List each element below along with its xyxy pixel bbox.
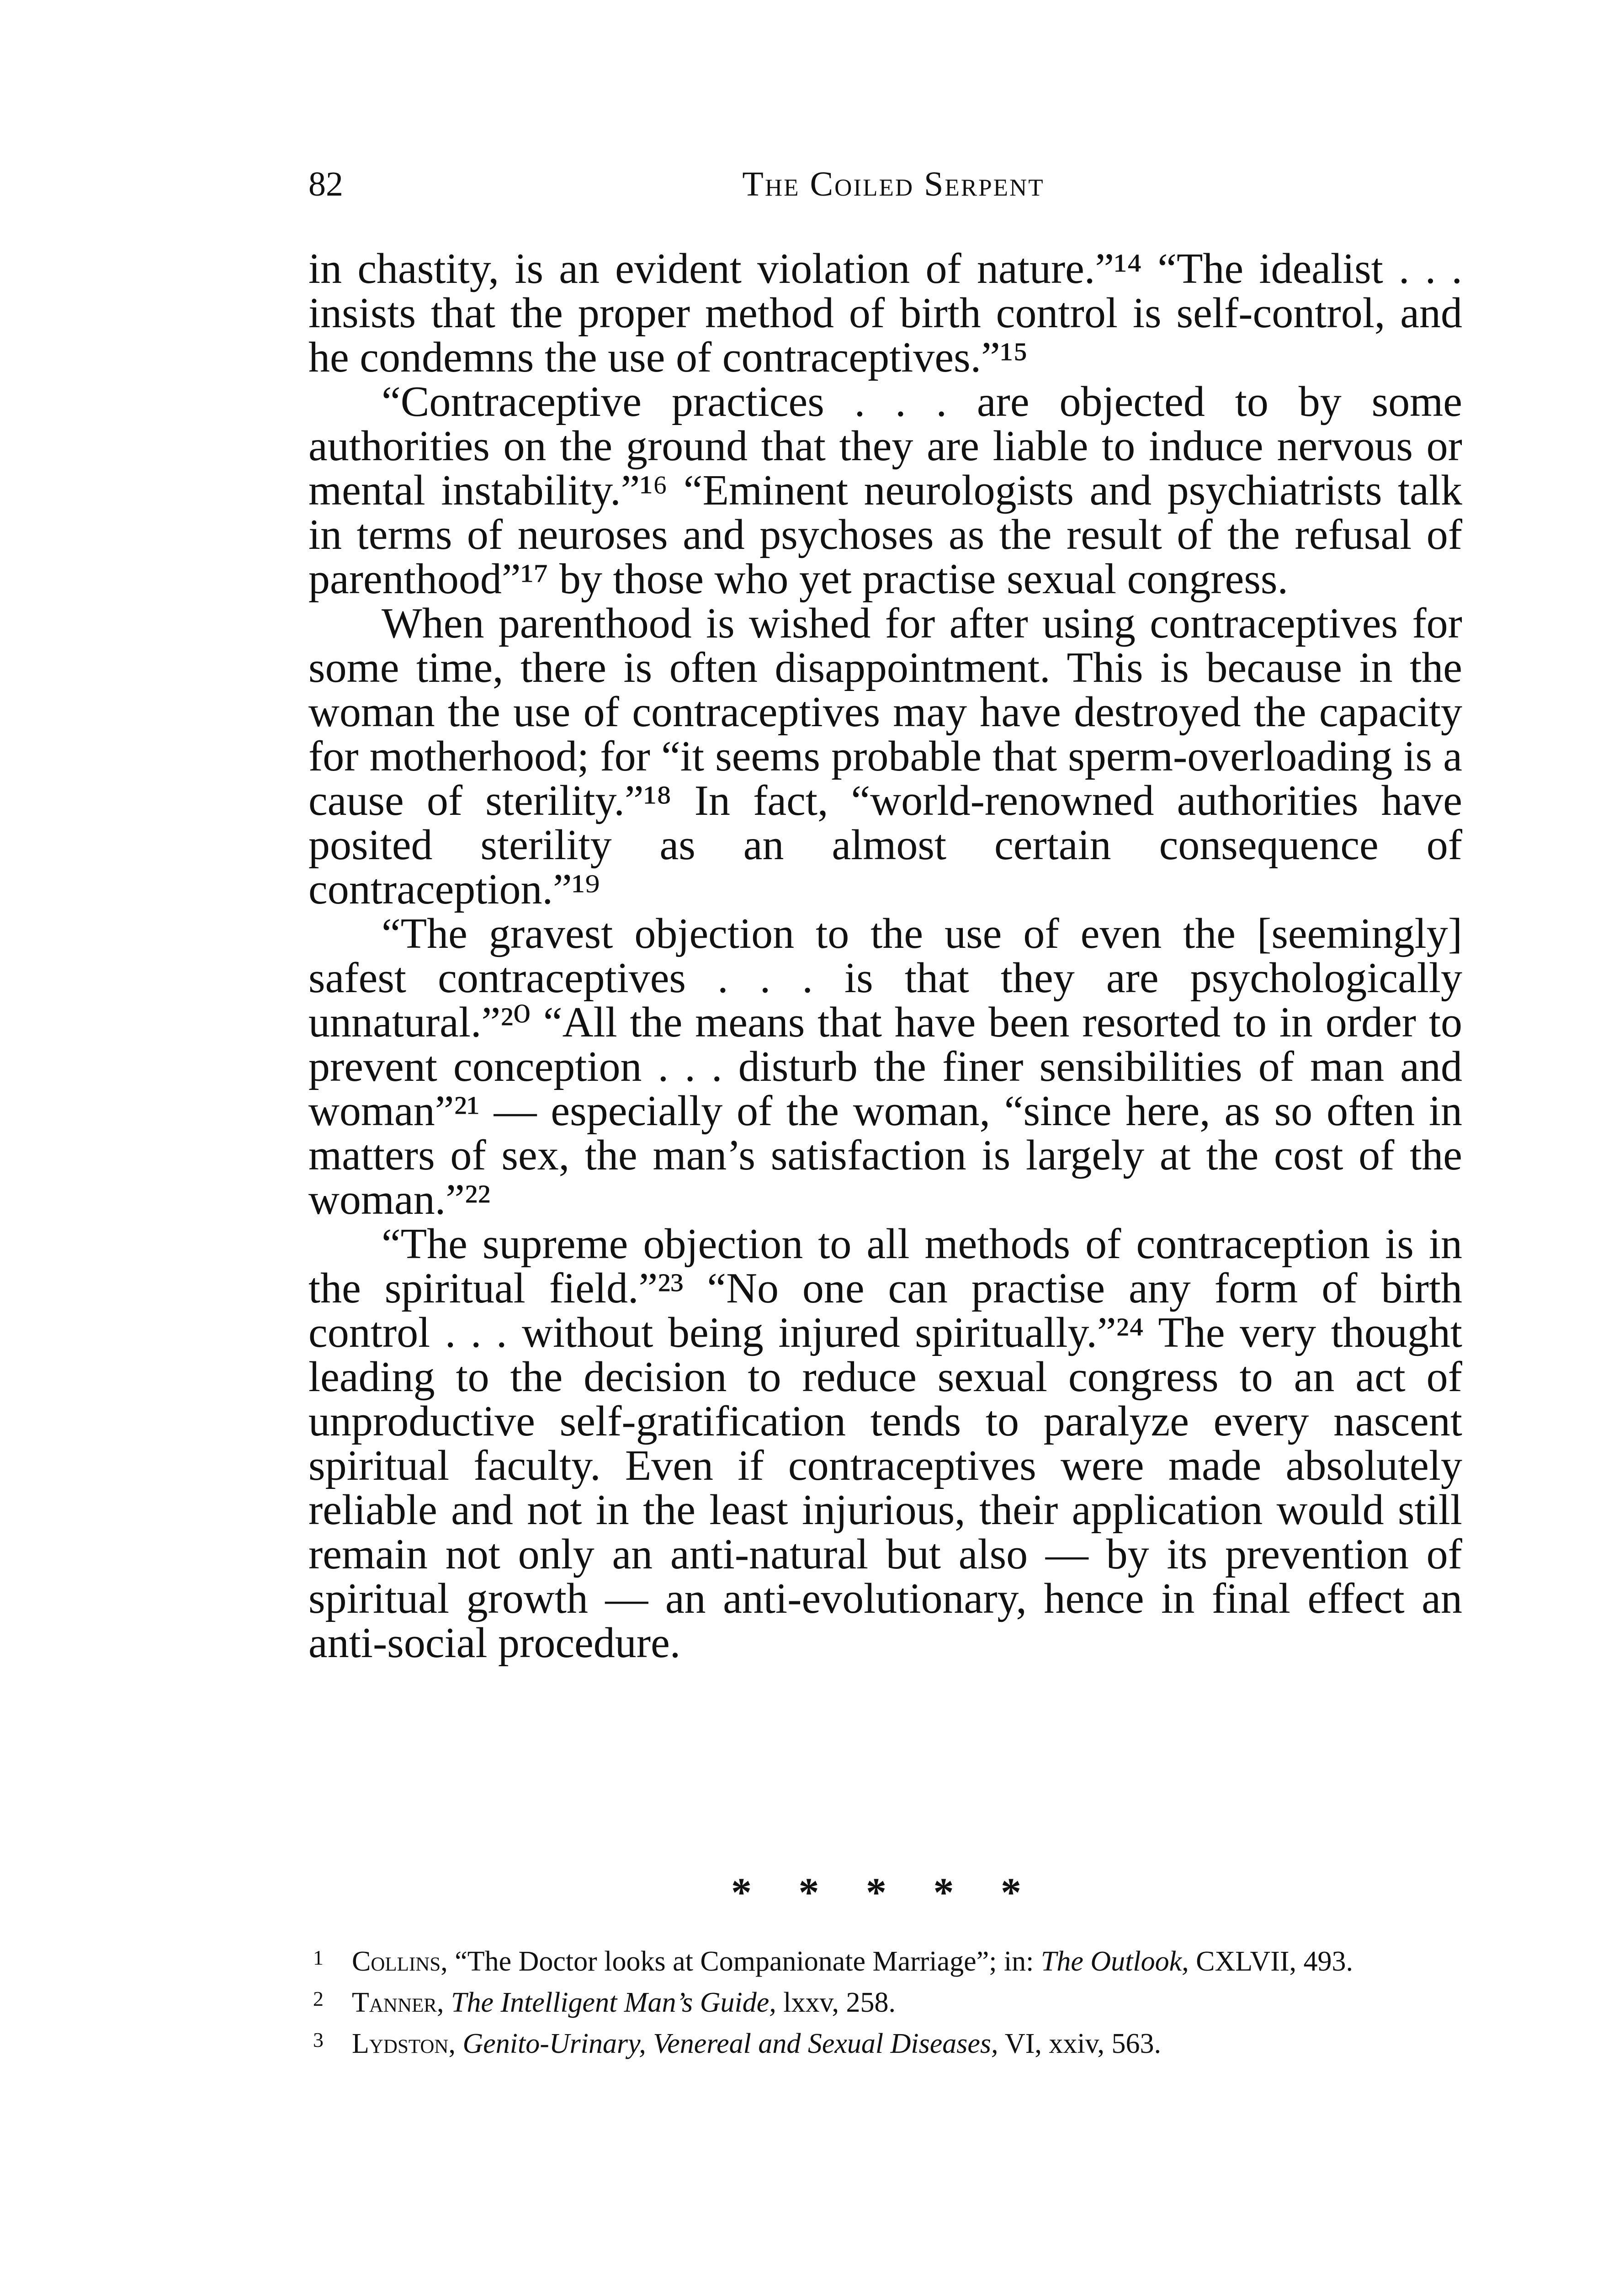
paragraph: in chastity, is an evident violation of nature.”¹⁴ “The idealist . . . insists that the proper method of birth control is self-control, and he condemns the use of contraceptives.”¹⁵ xyxy=(308,245,1462,381)
paragraph: “The supreme objection to all methods of contraception is in the spiritual field.”²³ “No one can practise any form of birth control . . . without being injured spiritually.”²⁴ The very thought leading to the decision to reduce sexual congress to an act of unproductive self-gratification tends to paralyze every nascent spiritual faculty. Even if contraceptives were made absolutely reliable and not in the least injurious, their application would still remain not only an anti-natural but also — by its prevention of spiritual growth — an anti-evolutionary, hence in final effect an anti-social procedure. xyxy=(308,1220,1462,1667)
footnote xyxy=(308,1983,1462,2022)
page-header xyxy=(308,165,1478,219)
footnote-text xyxy=(456,2028,463,2059)
running-title: The Coiled Serpent xyxy=(742,165,1045,203)
section-ornament: * * * * * xyxy=(731,1870,1040,1915)
footnote-author: Collins, xyxy=(352,1946,448,1977)
footnote-title: The Outlook, xyxy=(1040,1946,1189,1977)
footnote-text xyxy=(444,1987,451,2018)
footnote xyxy=(308,1942,1462,1981)
footnote-author: Tanner, xyxy=(352,1987,444,2018)
footnote-title: Genito-Urinary, Venereal and Sexual Diseases, xyxy=(462,2028,998,2059)
page-number: 82 xyxy=(308,165,343,203)
footnote-number: 3 xyxy=(313,2028,324,2051)
footnote-author: Lydston, xyxy=(352,2028,456,2059)
footnotes xyxy=(308,1942,1462,2066)
paragraph: “The gravest objection to the use of even the [seemingly] safest contraceptives . . . is that they are psychologically unnatural.”²⁰ “All the means that have been resorted to in order to prevent conception . . . disturb the finer sensibilities of man and woman”²¹ — especially of the woman, “since here, as so often in matters of sex, the man’s satisfaction is largely at the cost of the woman.”²² xyxy=(308,910,1462,1223)
footnote-text: CXLVII, 493. xyxy=(1189,1946,1353,1977)
footnote-text: lxxv, 258. xyxy=(776,1987,896,2018)
footnote-title: The Intelligent Man’s Guide, xyxy=(451,1987,776,2018)
paragraph: When parenthood is wished for after using contraceptives for some time, there is often disappointment. This is because in the woman the use of contraceptives may have destroyed the capacity for motherhood; for “it seems probable that sperm-overloading is a cause of sterility.”¹⁸ In fact, “world-renowned authorities have posited sterility as an almost certain consequence of contraception.”¹⁹ xyxy=(308,600,1462,913)
body-text xyxy=(308,247,1462,1665)
paragraph: “Contraceptive practices . . . are objected to by some authorities on the ground that they are liable to induce nervous or mental instability.”¹⁶ “Eminent neurologists and psychiatrists talk in terms of neuroses and psychoses as the result of the refusal of parenthood”¹⁷ by those who yet practise sexual congress. xyxy=(308,378,1462,603)
footnote-number: 1 xyxy=(313,1946,324,1969)
footnote-number: 2 xyxy=(313,1987,324,2010)
footnote-text: “The Doctor looks at Companionate Marriage”; in: xyxy=(447,1946,1041,1977)
footnote xyxy=(308,2025,1462,2063)
footnote-text: VI, xxiv, 563. xyxy=(998,2028,1162,2059)
